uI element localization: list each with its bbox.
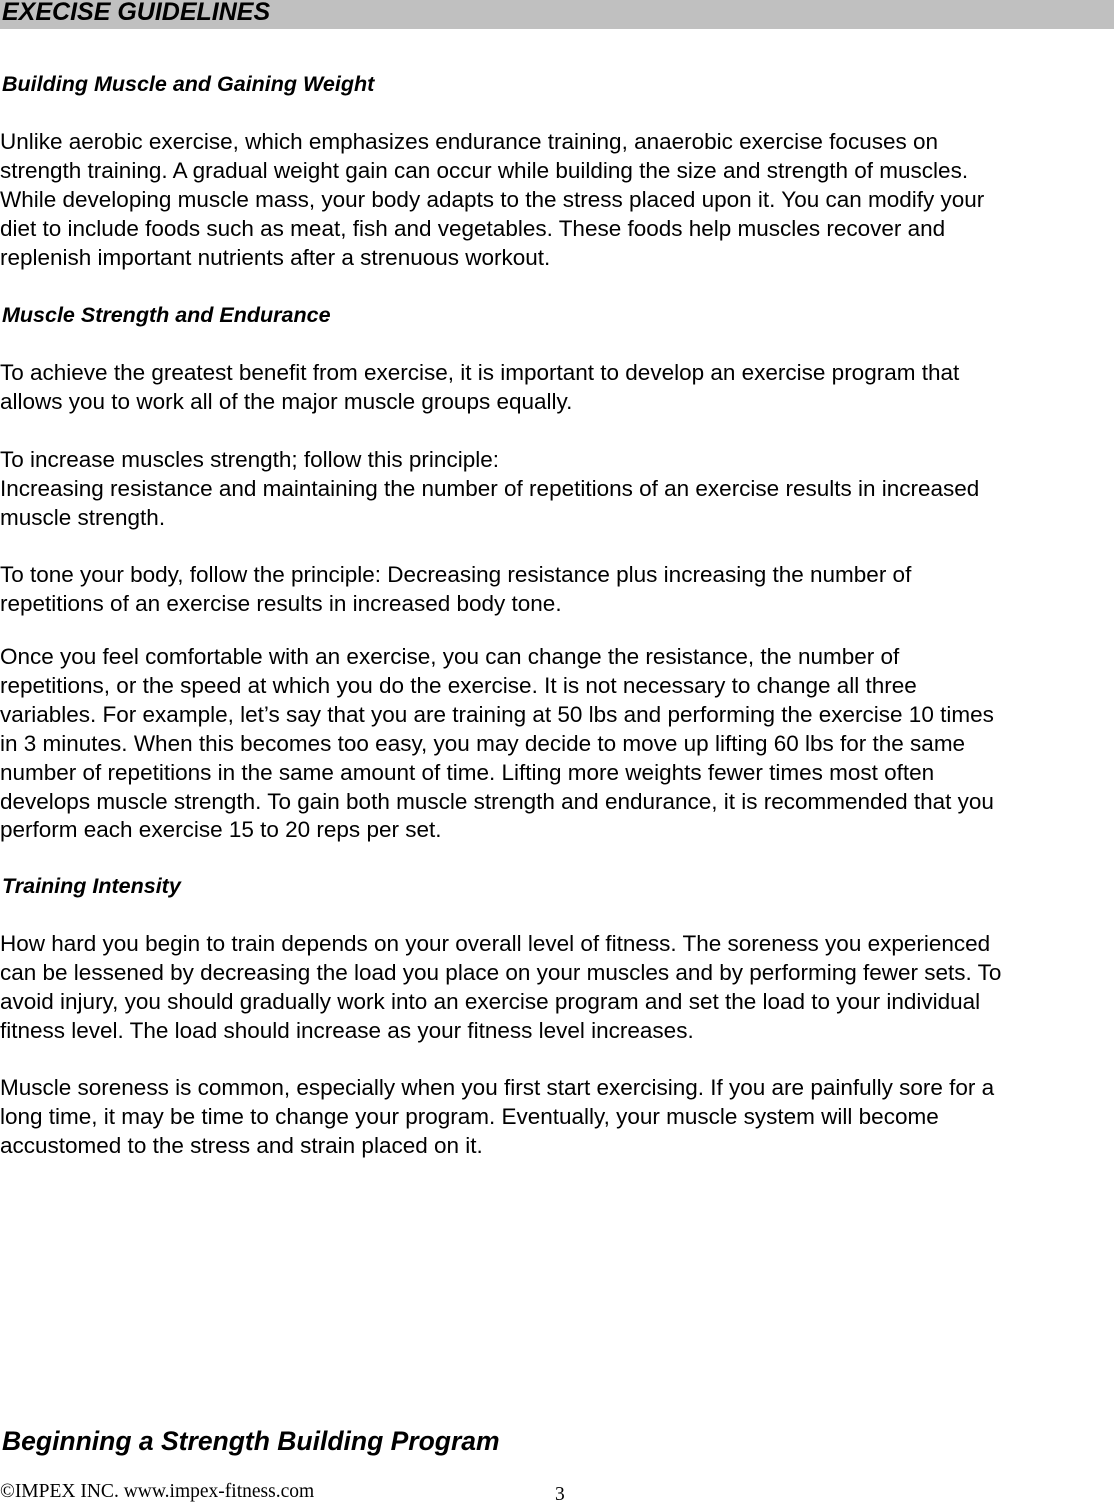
paragraph-muscle-soreness bbox=[0, 1074, 1112, 1161]
paragraph-line: fitness level. The load should increase as your fitness level increases. bbox=[0, 1017, 694, 1043]
paragraph-line: While developing muscle mass, your body adapts to the stress placed upon it. You can modify your bbox=[0, 186, 985, 212]
heading-beginning-program: Beginning a Strength Building Program bbox=[2, 1426, 500, 1456]
paragraph-line: in 3 minutes. When this becomes too easy, you may decide to move up lifting 60 lbs for the same bbox=[0, 730, 966, 756]
paragraph-line: Muscle soreness is common, especially when you first start exercising. If you are painfully sore for a bbox=[0, 1075, 995, 1100]
paragraph-line: long time, it may be time to change your program. Eventually, your muscle system will become bbox=[0, 1103, 939, 1129]
paragraph-building-muscle bbox=[0, 128, 1112, 273]
paragraph-strength-principle bbox=[0, 446, 1112, 533]
heading-building-muscle: Building Muscle and Gaining Weight bbox=[2, 72, 375, 96]
paragraph-line: strength training. A gradual weight gain can occur while building the size and strength of muscles. bbox=[0, 157, 969, 183]
paragraph-line: perform each exercise 15 to 20 reps per set. bbox=[0, 817, 442, 843]
paragraph-line: Unlike aerobic exercise, which emphasizes endurance training, anaerobic exercise focuses on bbox=[0, 129, 939, 154]
paragraph-strength-benefit bbox=[0, 359, 1112, 417]
heading-strength-endurance: Muscle Strength and Endurance bbox=[2, 303, 331, 327]
paragraph-line: To achieve the greatest benefit from exercise, it is important to develop an exercise program that bbox=[0, 360, 960, 385]
paragraph-line: How hard you begin to train depends on your overall level of fitness. The soreness you experienced bbox=[0, 931, 991, 956]
footer-copyright: ©IMPEX INC. www.impex-fitness.com bbox=[0, 1481, 315, 1502]
page-title: EXECISE GUIDELINES bbox=[2, 0, 271, 26]
paragraph-line: develops muscle strength. To gain both muscle strength and endurance, it is recommended that you bbox=[0, 788, 994, 814]
paragraph-line: repetitions, or the speed at which you do the exercise. It is not necessary to change all three bbox=[0, 672, 917, 698]
section-title-bar bbox=[0, 0, 1114, 29]
paragraph-line: Increasing resistance and maintaining the number of repetitions of an exercise results in increased bbox=[0, 475, 980, 501]
paragraph-line: To tone your body, follow the principle: Decreasing resistance plus increasing the number of bbox=[0, 562, 912, 587]
paragraph-line: variables. For example, let’s say that you are training at 50 lbs and performing the exercise 10 times bbox=[0, 701, 994, 727]
paragraph-line: accustomed to the stress and strain placed on it. bbox=[0, 1132, 483, 1158]
paragraph-line: To increase muscles strength; follow this principle: bbox=[0, 447, 499, 472]
paragraph-training-level bbox=[0, 930, 1112, 1046]
paragraph-line: can be lessened by decreasing the load you place on your muscles and by performing fewer sets. To bbox=[0, 959, 1002, 985]
paragraph-line: repetitions of an exercise results in increased body tone. bbox=[0, 590, 562, 616]
heading-training-intensity: Training Intensity bbox=[2, 874, 181, 898]
paragraph-line: allows you to work all of the major muscle groups equally. bbox=[0, 388, 573, 414]
paragraph-line: number of repetitions in the same amount of time. Lifting more weights fewer times most often bbox=[0, 759, 935, 785]
footer-page-number: 3 bbox=[555, 1484, 565, 1505]
paragraph-line: Once you feel comfortable with an exercise, you can change the resistance, the number of bbox=[0, 644, 900, 669]
paragraph-line: diet to include foods such as meat, fish and vegetables. These foods help muscles recover and bbox=[0, 215, 946, 241]
paragraph-line: avoid injury, you should gradually work into an exercise program and set the load to your individual bbox=[0, 988, 981, 1014]
paragraph-changing-variables bbox=[0, 643, 1112, 845]
paragraph-line: muscle strength. bbox=[0, 504, 166, 530]
paragraph-line: replenish important nutrients after a strenuous workout. bbox=[0, 244, 551, 270]
paragraph-tone-principle bbox=[0, 561, 1112, 619]
